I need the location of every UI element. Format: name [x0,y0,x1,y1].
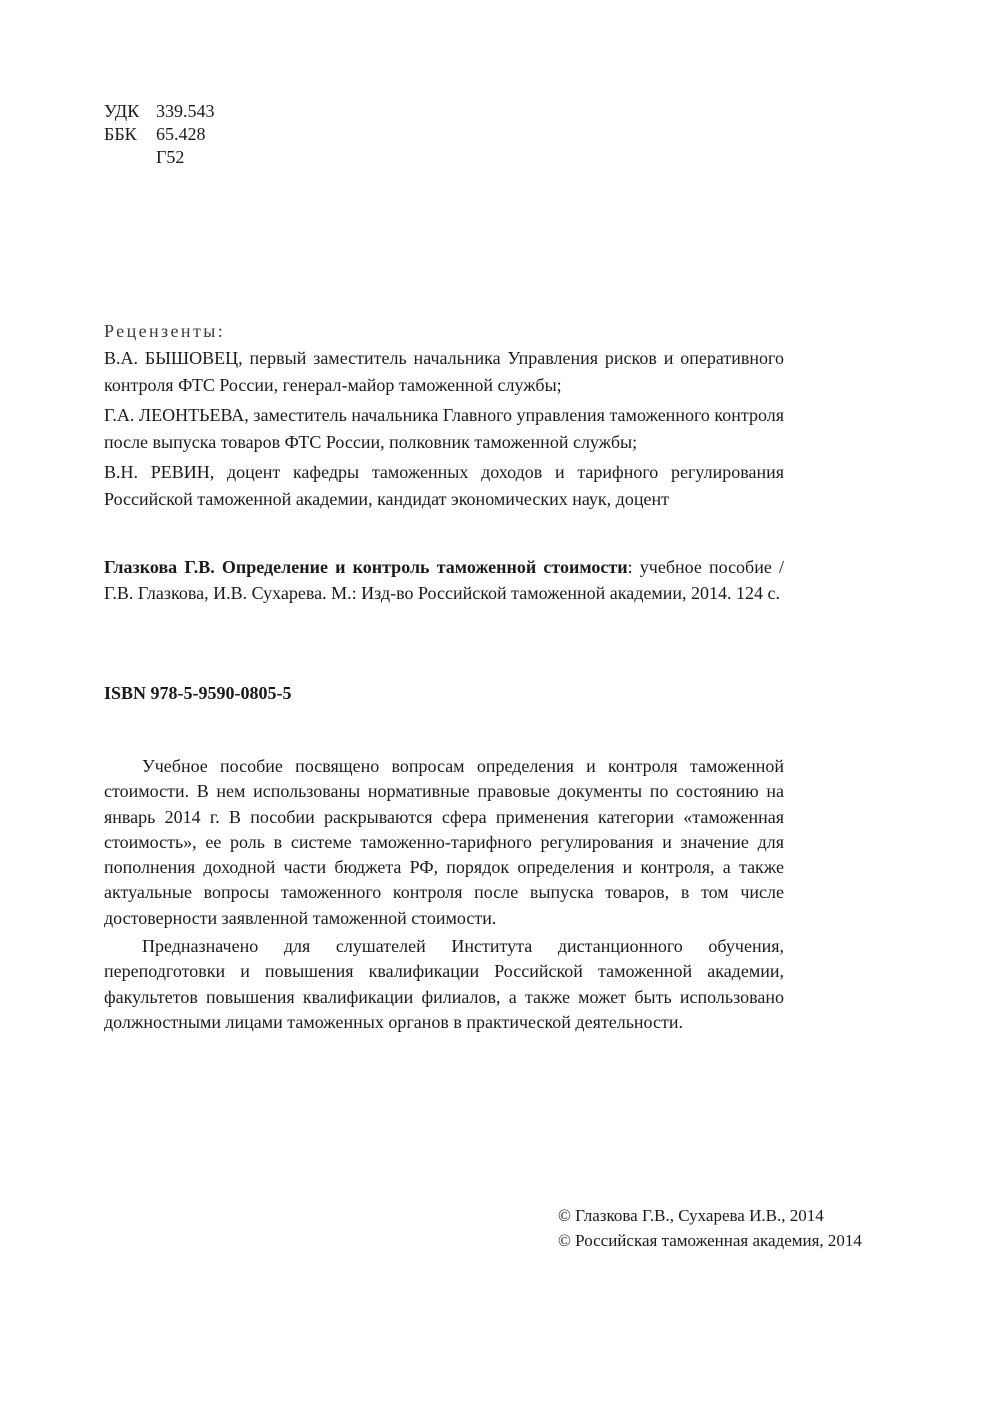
classification-codes [104,100,215,169]
reviewer-entry: В.А. БЫШОВЕЦ, первый заместитель начальника Управления рисков и оперативного контроля ФТС России, генерал-майор таможенной службы; [104,348,784,395]
code-value: 339.543 [156,101,215,121]
biblio-title: Глазкова Г.В. Определение и контроль таможенной стоимости [104,557,628,577]
copyright-line: © Российская таможенная академия, 2014 [558,1231,862,1250]
copyright-line: © Глазкова Г.В., Сухарева И.В., 2014 [558,1206,824,1225]
author-mark [104,146,215,169]
abstract [104,754,784,1038]
reviewer-entry: В.Н. РЕВИН, доцент кафедры таможенных доходов и тарифного регулирования Российской таможенной академии, кандидат экономических наук, доцент [104,462,784,509]
reviewers-title: Рецензенты: [104,321,226,341]
udc-code [104,100,215,123]
biblio-details: : учебное пособие / Г.В. Глазкова, И.В. Сухарева. М.: Изд-во Российской таможенной академии, 2014. 124 с. [104,557,784,603]
code-label: ББК [104,124,137,144]
reviewers-section [104,320,784,516]
reviewer-entry: Г.А. ЛЕОНТЬЕВА, заместитель начальника Главного управления таможенного контроля после выпуска товаров ФТС России, полковник таможенной службы; [104,405,784,452]
code-value: 65.428 [156,124,206,144]
abstract-paragraph: Предназначено для слушателей Института дистанционного обучения, переподготовки и повышения квалификации Российской таможенной академии, факультетов повышения квалификации филиалов, а также может быть использовано должностными лицами таможенных органов в практической деятельности. [104,936,784,1032]
abstract-paragraph: Учебное пособие посвящено вопросам определения и контроля таможенной стоимости. В нем использованы нормативные правовые документы по состоянию на январь 2014 г. В пособии раскрываются сфера применения категории «таможенная стоимость», ее роль в системе таможенно-тарифного регулирования и значение для пополнения доходной части бюджета РФ, порядок определения и контроля, а также актуальные вопросы таможенного контроля после выпуска товаров, в том числе достоверности заявленной таможенной стоимости. [104,756,784,928]
code-label: УДК [104,101,140,121]
copyright-notice [558,1203,862,1253]
isbn: ISBN 978-5-9590-0805-5 [104,683,292,703]
bibliographic-record [104,555,784,606]
bbk-code [104,123,215,146]
code-label [104,146,156,169]
code-value: Г52 [156,147,185,167]
